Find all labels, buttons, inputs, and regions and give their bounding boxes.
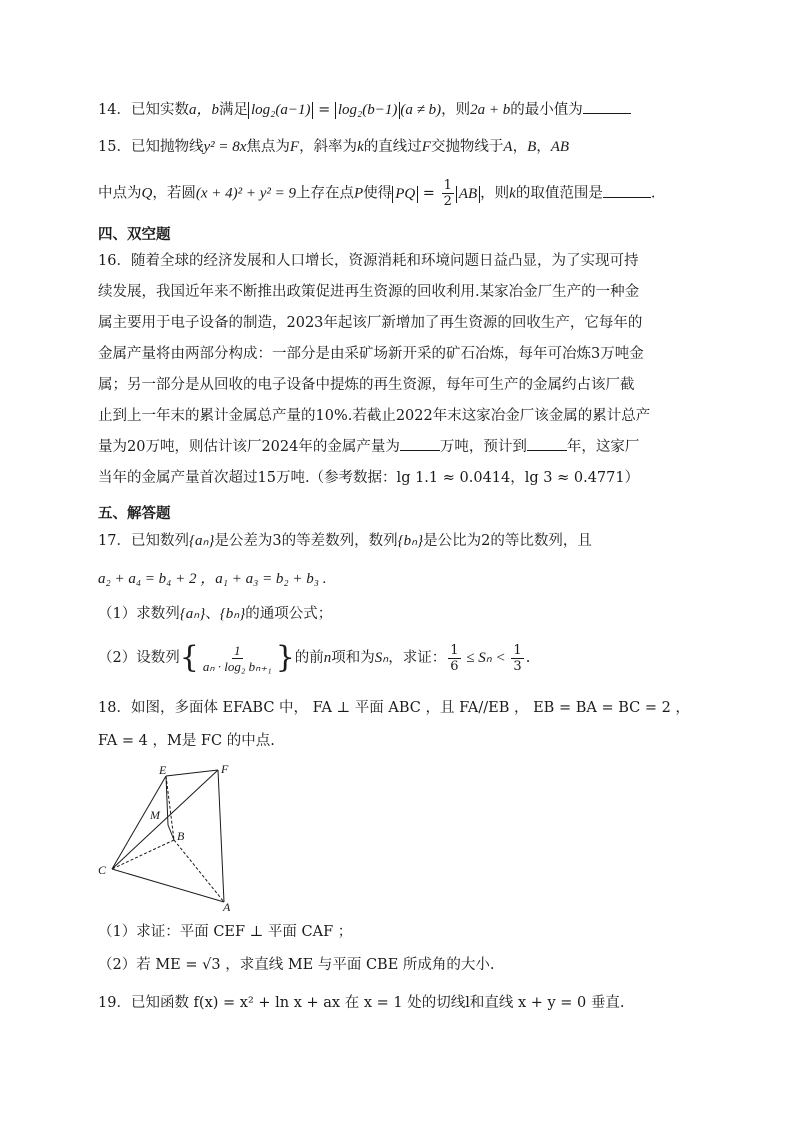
numerator: 1	[443, 178, 452, 193]
question-number: 14．	[98, 102, 131, 118]
edge-FC	[112, 770, 218, 869]
q18-line-2: FA = 4 ，M是 FC 的中点.	[98, 733, 275, 749]
edge-CA	[112, 869, 224, 902]
q17-text: （1）求数列	[98, 606, 180, 622]
q14-expr: 2a + b	[470, 102, 511, 118]
q17-text: ，求证：	[388, 650, 447, 666]
denominator: 3	[513, 658, 522, 674]
comma: ，	[536, 139, 551, 155]
label-B: B	[177, 829, 185, 843]
abs-log-b: log₂(b−1)	[335, 102, 401, 119]
question-15-line-2	[98, 178, 655, 209]
edge-BC	[112, 840, 174, 869]
q17-text: 是公比为2的等比数列，且	[423, 533, 592, 549]
q14-text: 满足	[218, 102, 248, 118]
q16-text: 年，这家厂	[566, 439, 640, 455]
label-M: M	[150, 808, 160, 822]
sequence-a: {aₙ}	[179, 606, 206, 622]
var-P: P	[354, 185, 364, 202]
section-heading: 四、双空题	[98, 227, 171, 243]
var-B: B	[527, 139, 537, 155]
q15-text: ，若圆	[152, 185, 196, 202]
period: .	[650, 185, 656, 202]
inequality: ≤ Sₙ <	[462, 650, 510, 666]
var-Q: Q	[141, 185, 153, 202]
denominator: aₙ · log₂ bₙ₊₁	[202, 658, 272, 674]
question-15	[98, 136, 569, 158]
q15-text: ，则	[480, 185, 510, 202]
label-F: F	[221, 762, 229, 776]
q17-text: 是公差为3的等差数列，数列	[214, 533, 398, 549]
var-AB: AB	[550, 139, 570, 155]
q17-text: 项和为	[331, 650, 375, 666]
q15-text: 焦点为	[246, 139, 290, 155]
numerator: 1	[234, 642, 241, 658]
right-brace: }	[275, 640, 295, 675]
fraction-sixth	[448, 643, 460, 674]
section-heading: 五、解答题	[98, 506, 171, 522]
numerator: 1	[450, 642, 459, 658]
abs-log-a: log₂(a−1)	[248, 102, 314, 119]
question-17	[98, 530, 592, 552]
var-Sn: Sₙ	[374, 650, 389, 666]
var-F: F	[421, 139, 431, 155]
question-18: 18．如图，多面体 EFABC 中， FA ⊥ 平面 ABC ，且 FA//EB ， EB = BA = BC = 2 ，	[98, 700, 690, 716]
var-F: F	[289, 139, 300, 155]
q17-text: （2）设数列	[98, 650, 180, 666]
sequence-a: {aₙ}	[188, 533, 215, 549]
question-number: 15．	[98, 139, 131, 155]
denominator: 6	[450, 658, 459, 674]
fraction-third	[511, 643, 523, 674]
q14-text: 的最小值为	[510, 102, 583, 118]
q16-line: 续发展，我国近年来不断推出政策促进再生资源的回收利用.某家冶金厂生产的一种金	[98, 284, 640, 300]
q16-line	[98, 436, 639, 458]
q16-line: 属主要用于电子设备的制造，2023年起该厂新增加了再生资源的回收生产，它每年的	[98, 315, 643, 331]
q18-part-1: （1）求证：平面 CEF ⊥ 平面 CAF ；	[98, 924, 353, 940]
fraction-half	[442, 178, 454, 209]
q16-text: 万吨，预计到	[439, 439, 527, 455]
q16-text: 量为20万吨，则估计该厂2024年的金属产量为	[98, 439, 400, 455]
q17-part-2	[98, 641, 530, 675]
label-A: A	[223, 900, 231, 912]
sequence-b: {bₙ}	[397, 533, 424, 549]
edge-BA	[174, 840, 224, 902]
q17-conditions: a₂ + a₄ = b₄ + 2 ，a₁ + a₃ = b₂ + b₃ .	[98, 571, 327, 587]
answer-blank[interactable]	[603, 183, 651, 198]
q17-text: 的前	[294, 650, 324, 666]
circle-eq: (x + 4)² + y² = 9	[195, 185, 297, 202]
label-E: E	[159, 763, 167, 777]
abs-PQ: PQ	[392, 186, 418, 203]
q14-vars: a，b	[188, 102, 219, 118]
condition: (a ≠ b)	[400, 102, 442, 118]
q16-line: 16．随着全球的经济发展和人口增长，资源消耗和环境问题日益凸显，为了实现可持	[98, 253, 639, 269]
q18-part-2: （2）若 ME = √3 ，求直线 ME 与平面 CBE 所成角的大小.	[98, 957, 495, 973]
q15-text: 的直线过	[363, 139, 422, 155]
equals: =	[313, 102, 335, 118]
abs-AB: AB	[456, 186, 480, 203]
question-19: 19．已知函数 f(x) = x² + ln x + ax 在 x = 1 处的切线l和直线 x + y = 0 垂直.	[98, 995, 625, 1011]
denominator: 2	[443, 194, 452, 209]
edge-EF	[166, 770, 218, 776]
parabola-eq: y² = 8x	[203, 139, 247, 155]
q15-text: 交抛物线于	[430, 139, 504, 155]
sequence-b: {bₙ}	[219, 606, 246, 622]
separator: 、	[205, 606, 220, 622]
question-14	[98, 99, 631, 121]
var-k: k	[357, 139, 364, 155]
q15-text: 的取值范围是	[515, 185, 603, 202]
q15-text: 上存在点	[296, 185, 355, 202]
label-C: C	[98, 863, 107, 877]
period: .	[525, 650, 531, 666]
comma: ，	[512, 139, 528, 155]
polyhedron-figure	[96, 762, 266, 912]
q16-line: 属；另一部分是从回收的电子设备中提炼的再生资源，每年可生产的金属约占该厂截	[98, 377, 635, 393]
q15-text: 已知抛物线	[130, 139, 204, 155]
numerator: 1	[513, 642, 522, 658]
edge-EC	[112, 776, 166, 869]
equals: =	[418, 185, 440, 202]
var-n: n	[323, 650, 332, 666]
q15-text: ，斜率为	[299, 139, 358, 155]
q14-text: 已知实数	[130, 102, 189, 118]
answer-blank[interactable]	[583, 99, 631, 114]
q16-line: 当年的金属产量首次超过15万吨.（参考数据：lg 1.1 ≈ 0.0414，lg 3 ≈ 0.4771）	[98, 470, 640, 486]
q15-text: 中点为	[98, 185, 142, 202]
var-A: A	[503, 139, 513, 155]
left-brace: {	[179, 640, 199, 675]
fraction-term	[201, 643, 274, 674]
q16-line: 止到上一年末的累计金属总产量的10%.若截止2022年末这家冶金厂该金属的累计总产	[98, 408, 651, 424]
q15-text: 使得	[363, 185, 393, 202]
q14-text: ，则	[441, 102, 471, 118]
q16-line: 金属产量将由两部分构成：一部分是由采矿场新开采的矿石冶炼，每年可冶炼3万吨金	[98, 346, 644, 362]
q17-text: 17．已知数列	[98, 533, 189, 549]
var-k: k	[509, 185, 516, 202]
q17-part-1	[98, 603, 332, 625]
q17-text: 的通项公式；	[245, 606, 333, 622]
edge-FA	[218, 770, 224, 902]
answer-blank[interactable]	[400, 436, 440, 451]
answer-blank[interactable]	[527, 436, 567, 451]
